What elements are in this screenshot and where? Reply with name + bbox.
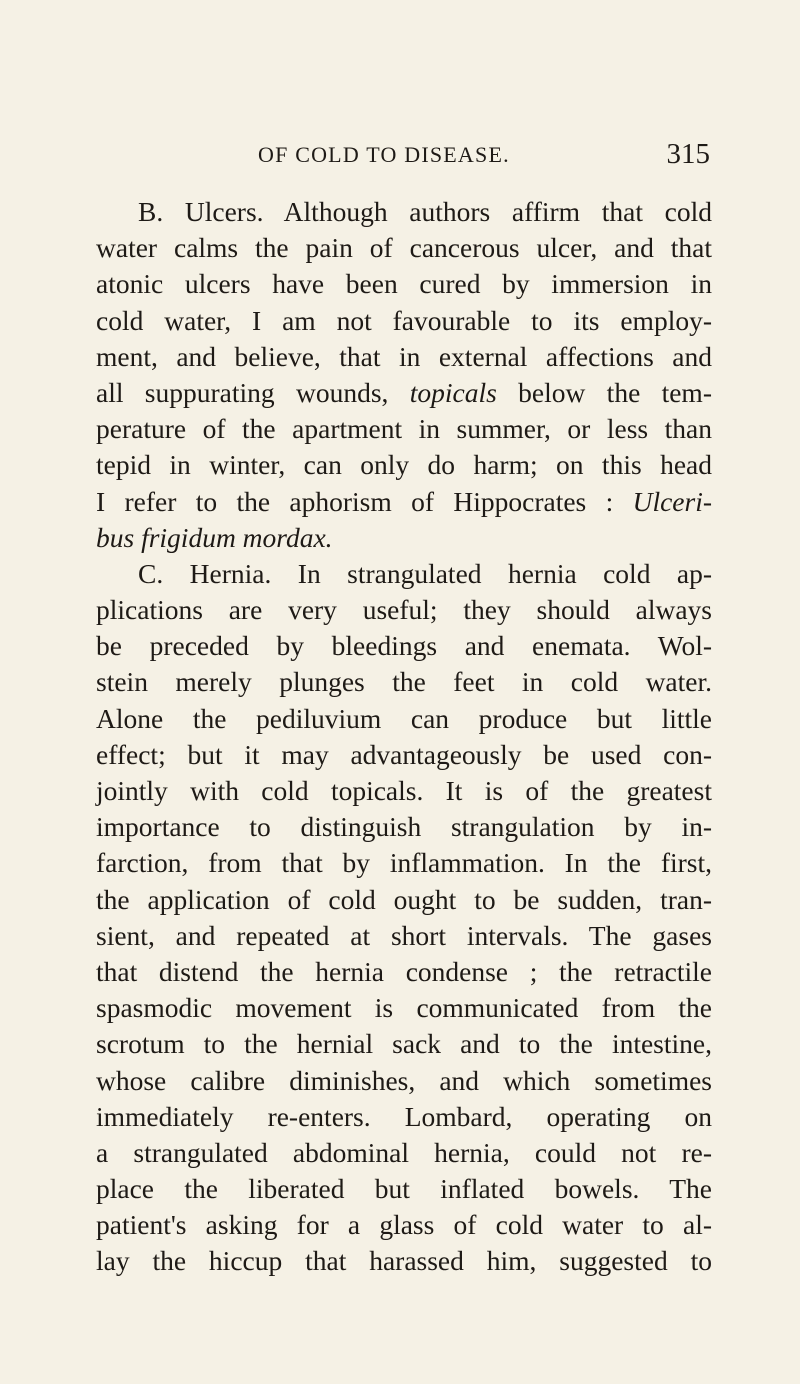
italic-term-topicals: topicals: [409, 376, 497, 408]
text-line: be preceded by bleedings and enemata. Wol-: [96, 630, 712, 662]
text-line: atonic ulcers have been cured by immersion in: [96, 268, 712, 300]
text-line: B. Ulcers. Although authors affirm that cold: [138, 196, 712, 227]
running-title: OF COLD TO DISEASE.: [258, 142, 510, 167]
text-line: jointly with cold topicals. It is of the greatest: [96, 775, 712, 806]
text-line: whose calibre diminishes, and which sometimes: [96, 1064, 712, 1096]
text-line: ment, and believe, that in external affections and: [96, 340, 712, 372]
text-line: lay the hiccup that harassed him, suggested to: [96, 1245, 712, 1277]
text-line: sient, and repeated at short intervals. The gases: [96, 919, 712, 951]
text-line: stein merely plunges the feet in cold water.: [96, 666, 712, 698]
text-line: plications are very useful; they should always: [96, 594, 712, 626]
text-line: immediately re-enters. Lombard, operating on: [96, 1100, 712, 1132]
text-line: a strangulated abdominal hernia, could not re-: [96, 1136, 712, 1168]
text-line: water calms the pain of cancerous ulcer, and that: [96, 232, 712, 264]
text-line: [96, 520, 712, 556]
text-line: cold water, I am not favourable to its employ-: [96, 304, 712, 336]
text-run: I refer to the aphorism of Hippocrates :: [96, 485, 633, 517]
text-line: importance to distinguish strangulation by in-: [96, 811, 712, 843]
text-line: patient's asking for a glass of cold water to al-: [96, 1209, 712, 1241]
text-line: C. Hernia. In strangulated hernia cold ap-: [138, 557, 712, 589]
italic-quotation: bus frigidum mordax.: [96, 521, 333, 553]
text-line: that distend the hernia condense ; the retractile: [96, 955, 712, 987]
italic-quotation: Ulceri-: [632, 485, 712, 517]
text-line: [96, 375, 712, 411]
text-line: perature of the apartment in summer, or less than: [96, 413, 712, 445]
text-line: spasmodic movement is communicated from the: [96, 992, 712, 1024]
text-line: effect; but it may advantageously be used con-: [96, 738, 712, 770]
text-line: the application of cold ought to be sudden, tran-: [96, 883, 712, 915]
text-run: all suppurating wounds,: [96, 376, 410, 408]
page-number: 315: [666, 138, 710, 170]
text-line: place the liberated but inflated bowels. The: [96, 1173, 712, 1205]
text-run: below the tem-: [496, 376, 712, 408]
running-head: [96, 138, 710, 176]
text-line: tepid in winter, can only do harm; on this head: [96, 449, 712, 481]
text-line: Alone the pediluvium can produce but little: [96, 702, 712, 734]
body-text: [96, 194, 712, 1280]
text-line: [96, 484, 712, 520]
text-line: farction, from that by inflammation. In the first,: [96, 847, 712, 879]
text-line: scrotum to the hernial sack and to the intestine,: [96, 1028, 712, 1060]
